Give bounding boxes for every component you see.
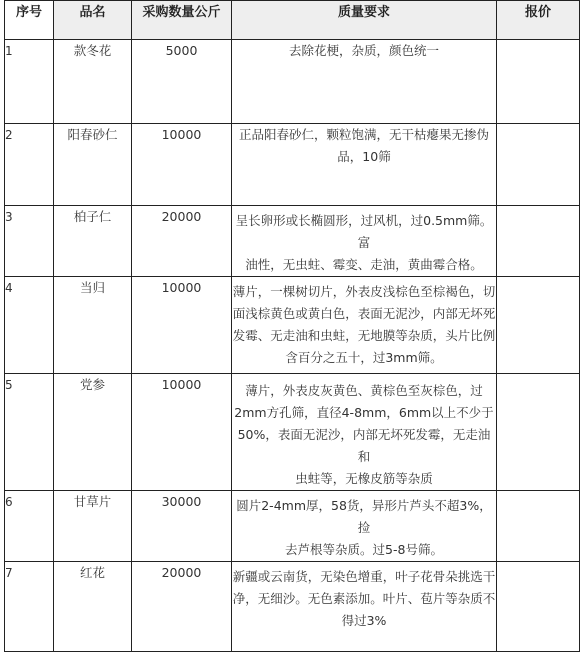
row-quote [497, 562, 580, 652]
table-row [5, 491, 580, 562]
row-name: 红花 [54, 562, 132, 652]
header-index: 序号 [5, 1, 54, 40]
row-requirements [232, 124, 497, 206]
row-quantity: 10000 [132, 374, 232, 491]
row-quantity: 10000 [132, 124, 232, 206]
row-index: 1 [5, 40, 54, 124]
row-quantity: 20000 [132, 562, 232, 652]
requirement-line: 50%，表面无泥沙，内部无坏死发霉，无走油和 [237, 427, 491, 464]
row-requirements [232, 206, 497, 277]
row-index: 4 [5, 277, 54, 374]
requirement-line: 圆片2-4mm厚，58货，异形片芦头不超3%，捡 [236, 498, 492, 535]
row-requirements [232, 40, 497, 124]
row-name: 党参 [54, 374, 132, 491]
requirement-line: 含百分之五十，过3mm筛。 [285, 350, 443, 365]
requirement-line: 面浅棕黄色或黄白色，表面无泥沙，内部无坏死 [232, 306, 496, 321]
row-quote [497, 206, 580, 277]
requirement-line: 正品阳春砂仁，颗粒饱满，无干枯瘪果无掺伪 [238, 127, 489, 142]
row-requirements [232, 491, 497, 562]
row-name: 当归 [54, 277, 132, 374]
row-requirements [232, 277, 497, 374]
row-name: 款冬花 [54, 40, 132, 124]
row-quote [497, 374, 580, 491]
requirement-line: 薄片，外表皮灰黄色、黄棕色至灰棕色，过 [245, 383, 483, 398]
requirement-line: 发霉、无走油和虫蛀，无地膜等杂质，头片比例 [232, 328, 496, 343]
row-index: 2 [5, 124, 54, 206]
header-requirements: 质量要求 [232, 1, 497, 40]
row-quantity: 20000 [132, 206, 232, 277]
row-name: 柏子仁 [54, 206, 132, 277]
requirement-line: 油性，无虫蛀、霉变、走油，黄曲霉合格。 [245, 257, 483, 272]
row-quote [497, 491, 580, 562]
procurement-table [4, 0, 580, 652]
header-quote: 报价 [497, 1, 580, 40]
requirement-line: 呈长卵形或长椭圆形，过风机，过0.5mm筛。富 [235, 213, 493, 250]
header-quantity: 采购数量公斤 [132, 1, 232, 40]
requirement-line: 净，无细沙。无色素添加。叶片、苞片等杂质不 [232, 591, 496, 606]
row-quote [497, 277, 580, 374]
table-row [5, 277, 580, 374]
header-name: 品名 [54, 1, 132, 40]
requirement-line: 去芦根等杂质。过5-8号筛。 [285, 542, 443, 557]
requirement-line: 得过3% [341, 613, 387, 628]
row-quote [497, 40, 580, 124]
row-quantity: 5000 [132, 40, 232, 124]
requirement-line: 虫蛀等，无橡皮筋等杂质 [295, 471, 433, 486]
row-name: 阳春砂仁 [54, 124, 132, 206]
row-requirements [232, 562, 497, 652]
requirement-line: 去除花梗，杂质，颜色统一 [288, 43, 439, 58]
table-row [5, 124, 580, 206]
row-quantity: 10000 [132, 277, 232, 374]
table-row [5, 40, 580, 124]
row-index: 5 [5, 374, 54, 491]
table-row [5, 206, 580, 277]
requirement-line: 品，10筛 [337, 149, 391, 164]
row-name: 甘草片 [54, 491, 132, 562]
header-row [5, 1, 580, 40]
requirement-line: 2mm方孔筛，直径4-8mm，6mm以上不少于 [234, 405, 494, 420]
row-index: 6 [5, 491, 54, 562]
row-quantity: 30000 [132, 491, 232, 562]
row-index: 3 [5, 206, 54, 277]
requirement-line: 薄片，一棵树切片，外表皮浅棕色至棕褐色，切 [232, 284, 496, 299]
table-row [5, 374, 580, 491]
row-requirements [232, 374, 497, 491]
row-index: 7 [5, 562, 54, 652]
requirement-line: 新疆或云南货，无染色增重，叶子花骨朵挑选干 [232, 569, 496, 584]
table-row [5, 562, 580, 652]
row-quote [497, 124, 580, 206]
